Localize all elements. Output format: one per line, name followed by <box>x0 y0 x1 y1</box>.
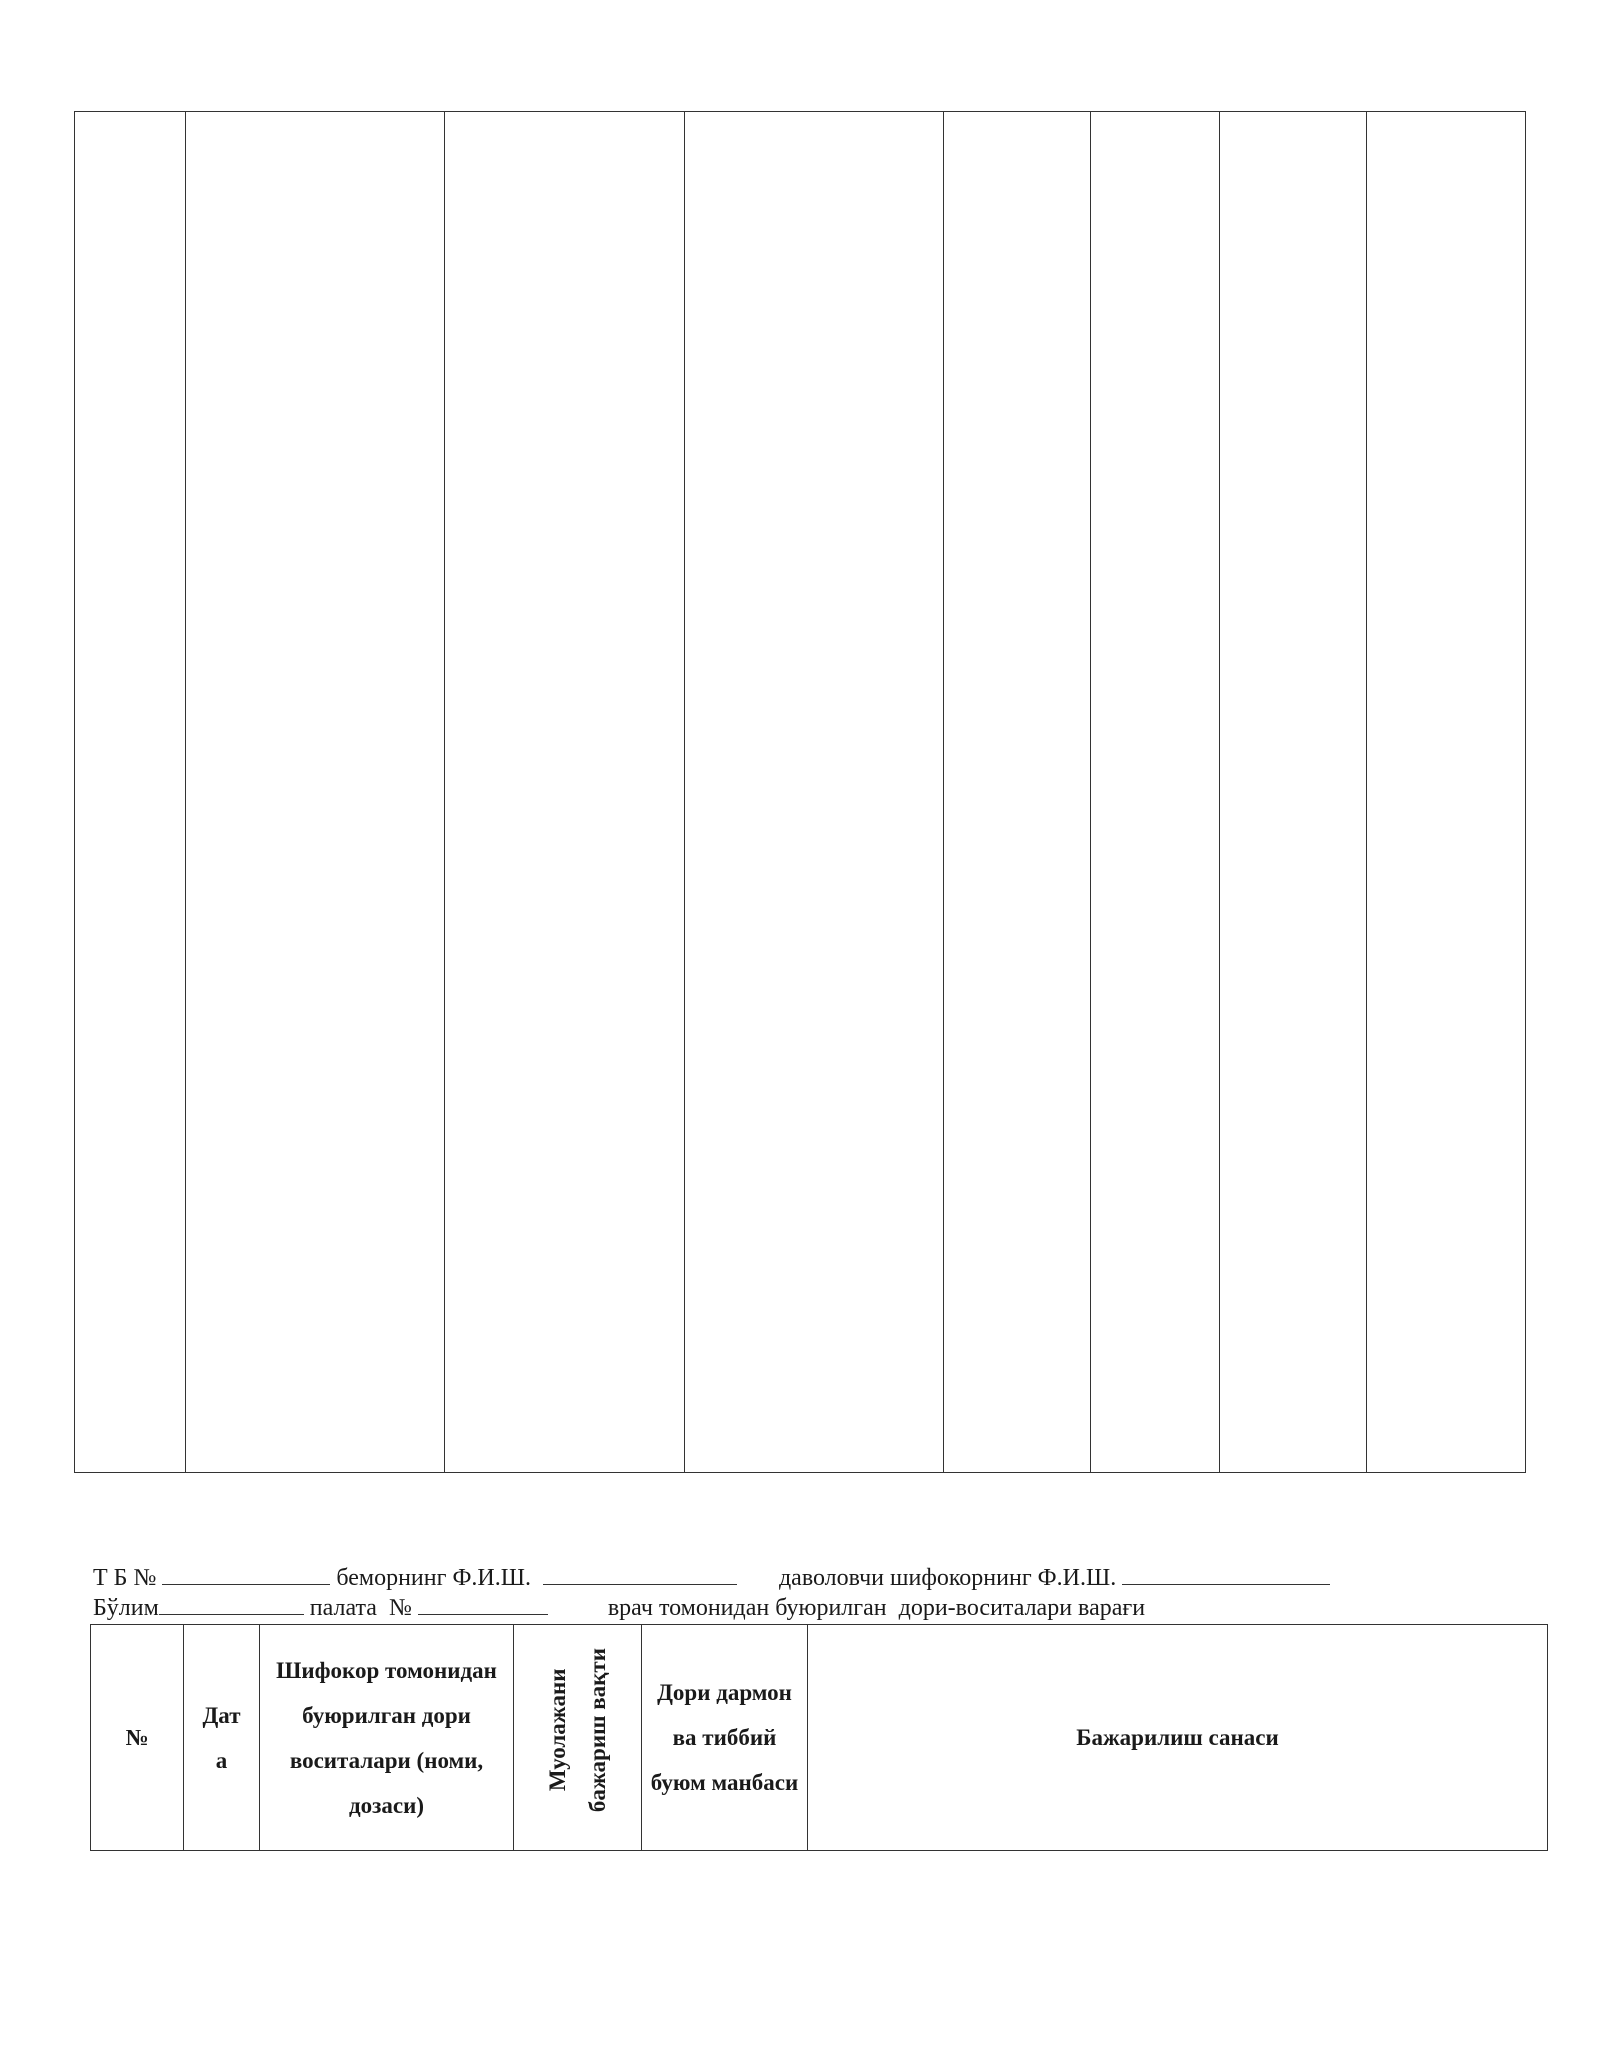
tb-number-label: Т Б № <box>93 1565 157 1591</box>
medication-orders-table <box>90 1624 1548 1851</box>
department-field[interactable] <box>159 1594 304 1615</box>
table-column-divider <box>1090 112 1091 1472</box>
column-header-number: № <box>91 1625 184 1851</box>
column-header-prescribed-medications: Шифокор томонидан буюрилган дори воситалари (номи, дозаси) <box>260 1625 514 1851</box>
table-column-divider <box>1366 112 1367 1472</box>
column-header-medication-source: Дори дармон ва тиббий буюм манбаси <box>642 1625 808 1851</box>
form-header-line-1 <box>93 1564 1330 1592</box>
table-column-divider <box>185 112 186 1472</box>
table-column-divider <box>684 112 685 1472</box>
empty-records-table <box>74 111 1526 1473</box>
department-label: Бўлим <box>93 1595 159 1621</box>
ward-label: палата № <box>309 1595 412 1621</box>
form-header-line-2 <box>93 1594 1145 1622</box>
table-column-divider <box>444 112 445 1472</box>
column-header-execution-date: Бажарилиш санаси <box>808 1625 1548 1851</box>
column-header-date: Дат а <box>184 1625 260 1851</box>
table-header-row <box>91 1625 1548 1851</box>
patient-name-field[interactable] <box>543 1564 737 1585</box>
ward-number-field[interactable] <box>418 1594 548 1615</box>
table-column-divider <box>1219 112 1220 1472</box>
doctor-name-label: даволовчи шифокорнинг Ф.И.Ш. <box>778 1565 1117 1591</box>
table-column-divider <box>943 112 944 1472</box>
doctor-name-field[interactable] <box>1122 1564 1330 1585</box>
sheet-title: врач томонидан буюрилган дори-воситалари варағи <box>607 1595 1146 1621</box>
tb-number-field[interactable] <box>162 1564 330 1585</box>
patient-name-label: беморнинг Ф.И.Ш. <box>336 1565 531 1591</box>
column-header-procedure-time: Муолажани бажариш вақти <box>514 1625 642 1851</box>
